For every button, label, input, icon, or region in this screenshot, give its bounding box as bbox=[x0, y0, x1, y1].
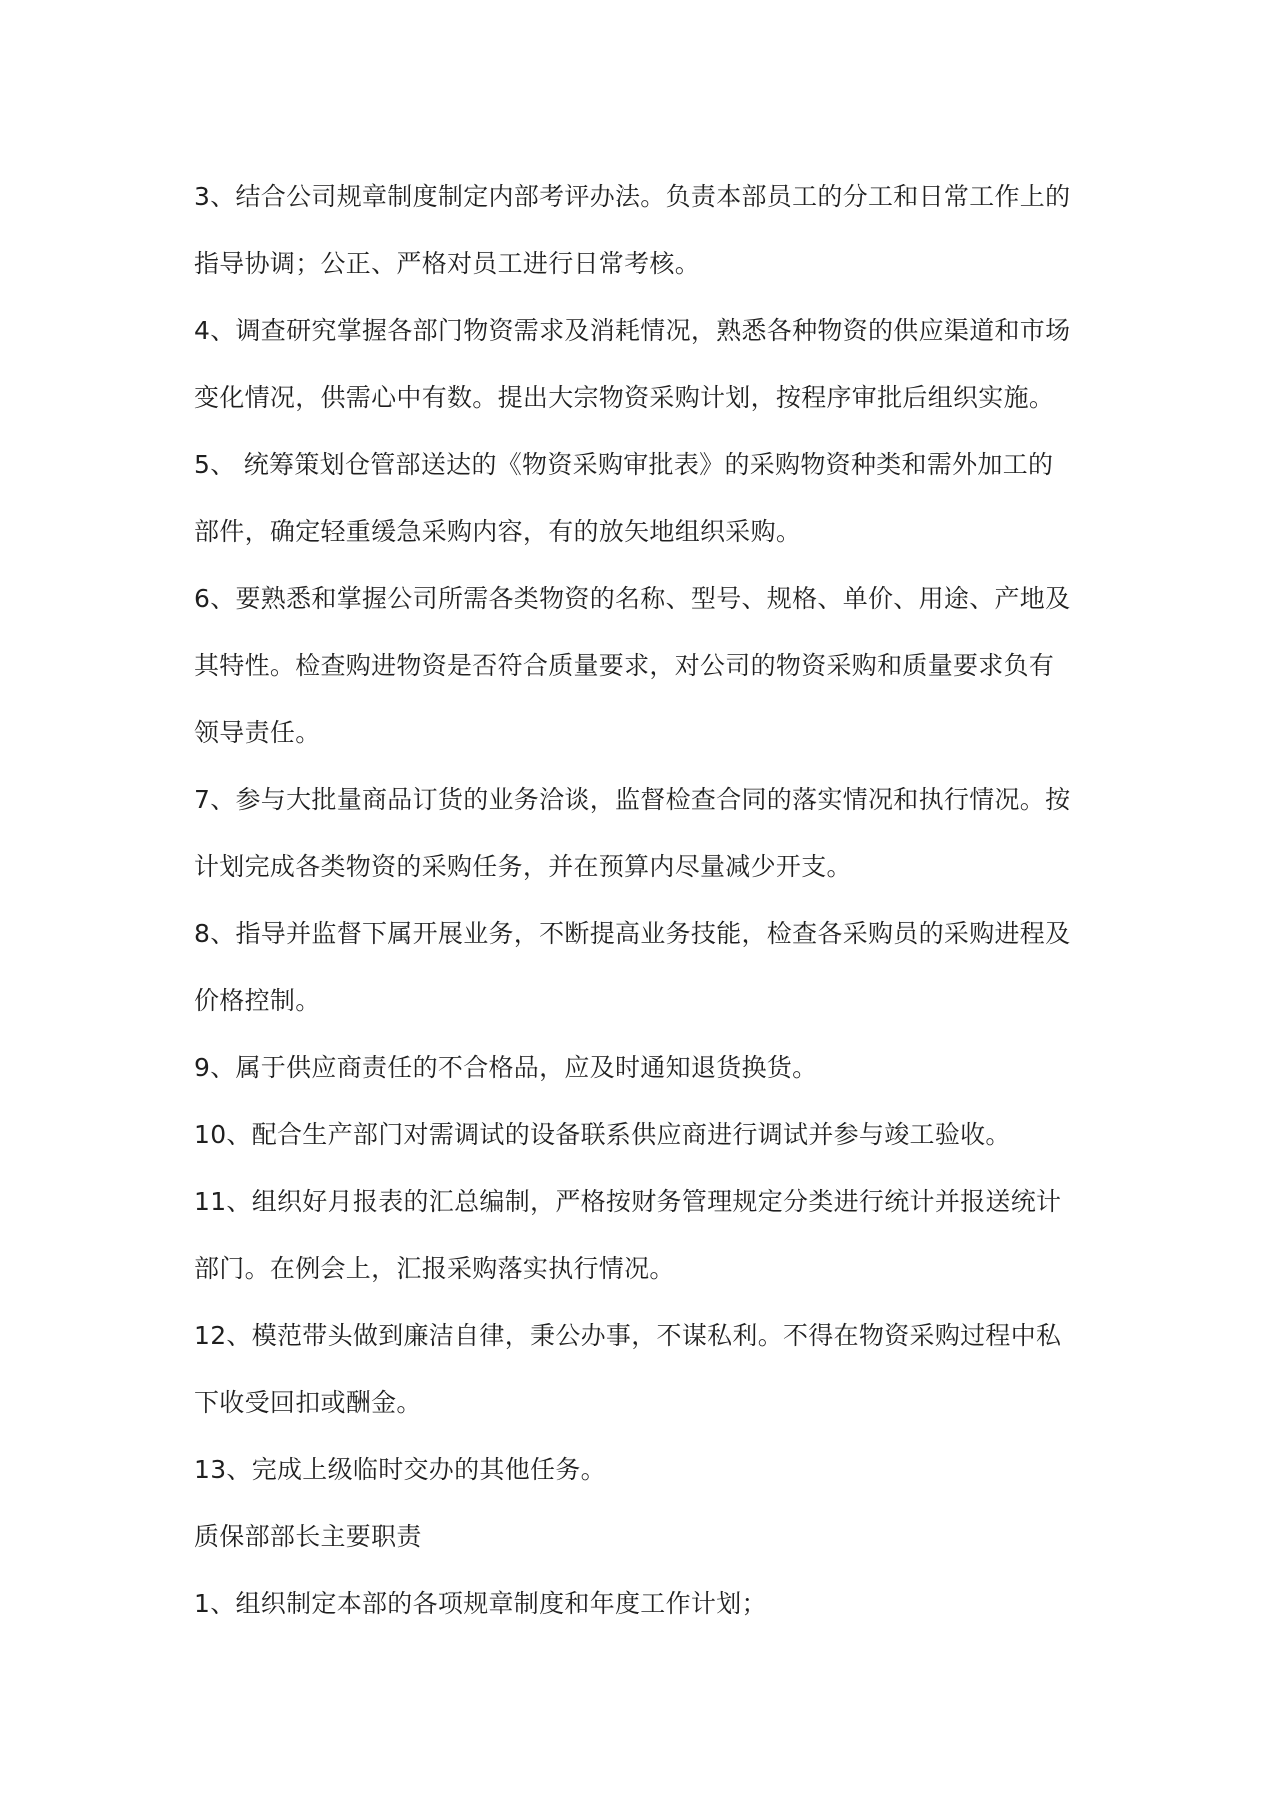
text-line: 领导责任。 bbox=[194, 718, 321, 747]
text-line: 变化情况，供需心中有数。提出大宗物资采购计划，按程序审批后组织实施。 bbox=[194, 383, 1055, 412]
text-line: 10、配合生产部门对需调试的设备联系供应商进行调试并参与竣工验收。 bbox=[194, 1120, 1011, 1149]
text-line: 计划完成各类物资的采购任务，并在预算内尽量减少开支。 bbox=[194, 852, 852, 881]
text-line: 部门。在例会上，汇报采购落实执行情况。 bbox=[194, 1254, 675, 1283]
text-line: 指导协调；公正、严格对员工进行日常考核。 bbox=[194, 249, 701, 278]
text-line: 1、组织制定本部的各项规章制度和年度工作计划； bbox=[194, 1589, 767, 1618]
section-heading: 质保部部长主要职责 bbox=[194, 1522, 422, 1551]
text-line: 部件，确定轻重缓急采购内容，有的放矢地组织采购。 bbox=[194, 517, 802, 546]
text-line: 4、调查研究掌握各部门物资需求及消耗情况，熟悉各种物资的供应渠道和市场 bbox=[194, 316, 1071, 345]
text-line: 9、属于供应商责任的不合格品，应及时通知退货换货。 bbox=[194, 1053, 818, 1082]
text-line: 8、指导并监督下属开展业务，不断提高业务技能，检查各采购员的采购进程及 bbox=[194, 919, 1071, 948]
text-line: 7、参与大批量商品订货的业务洽谈，监督检查合同的落实情况和执行情况。按 bbox=[194, 785, 1071, 814]
text-line: 12、模范带头做到廉洁自律，秉公办事，不谋私利。不得在物资采购过程中私 bbox=[194, 1321, 1062, 1350]
text-line: 下收受回扣或酬金。 bbox=[194, 1388, 422, 1417]
text-line: 价格控制。 bbox=[194, 986, 321, 1015]
text-line: 6、要熟悉和掌握公司所需各类物资的名称、型号、规格、单价、用途、产地及 bbox=[194, 584, 1071, 613]
text-line: 13、完成上级临时交办的其他任务。 bbox=[194, 1455, 606, 1484]
text-line: 5、 统筹策划仓管部送达的《物资采购审批表》的采购物资种类和需外加工的 bbox=[194, 450, 1054, 479]
document-body bbox=[194, 163, 1094, 1637]
text-line: 3、结合公司规章制度制定内部考评办法。负责本部员工的分工和日常工作上的 bbox=[194, 182, 1071, 211]
text-line: 11、组织好月报表的汇总编制，严格按财务管理规定分类进行统计并报送统计 bbox=[194, 1187, 1062, 1216]
text-line: 其特性。检查购进物资是否符合质量要求，对公司的物资采购和质量要求负有 bbox=[194, 651, 1055, 680]
